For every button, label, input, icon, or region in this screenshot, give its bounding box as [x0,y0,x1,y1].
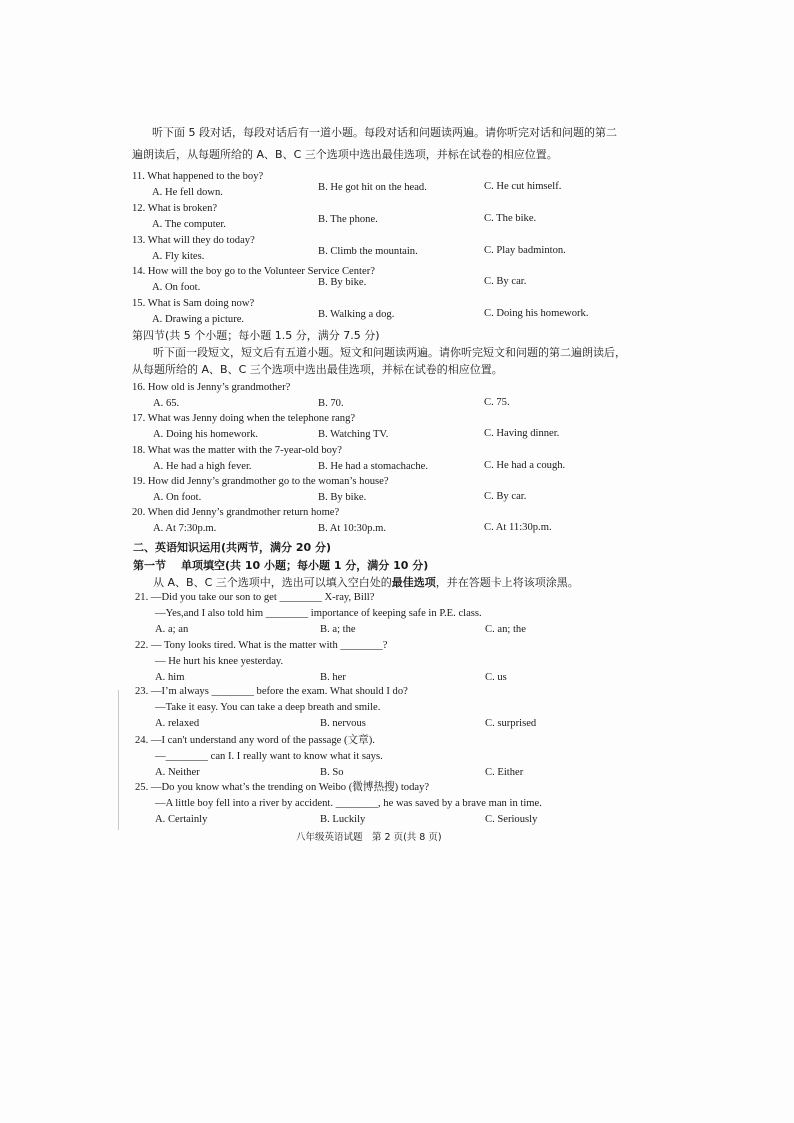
option-b: B. At 10:30p.m. [318,523,386,534]
option-c: C. Play badminton. [484,245,566,256]
option-c: C. 75. [484,397,510,408]
question-text: 12. What is broken? [132,203,218,214]
part1-instruction-line1: 听下面 5 段对话，每段对话后有一道小题。每段对话和问题读两遍。请你听完对话和问题的第二 [152,126,617,139]
section4-heading: 第四节(共 5 个小题；每小题 1.5 分，满分 7.5 分) [132,329,380,342]
part2-section1-title: 单项填空(共 10 小题；每小题 1 分，满分 10 分) [181,559,429,572]
question-text: 21. —Did you take our son to get ________ X-ray, Bill? [135,592,375,603]
part2-instruction [153,576,579,589]
question-text: 17. What was Jenny doing when the telephone rang? [132,413,356,424]
page-footer: 八年级英语试题 第 2 页(共 8 页) [296,832,442,843]
question-text: 24. —I can't understand any word of the passage (文章). [135,735,375,746]
option-a: A. Drawing a picture. [152,314,245,325]
option-c: C. By car. [484,491,527,502]
question-text-line2: —Take it easy. You can take a deep breath and smile. [155,702,381,713]
option-a: A. Certainly [155,814,208,825]
option-c: C. us [485,672,507,683]
question-text: 19. How did Jenny’s grandmother go to the woman’s house? [132,476,389,487]
option-c: C. By car. [484,276,527,287]
option-c: C. He had a cough. [484,460,566,471]
question-text-line2: —A little boy fell into a river by accident. ________, he was saved by a brave man in time. [155,798,542,809]
question-text: 14. How will the boy go to the Volunteer Service Center? [132,266,375,277]
option-b: B. The phone. [318,214,378,225]
option-b: B. 70. [318,398,344,409]
instruction-pre: 从 A、B、C 三个选项中，选出可以填入空白处的 [153,576,392,589]
option-b: B. Climb the mountain. [318,246,418,257]
part2-section1-label: 第一节 [133,559,166,572]
option-c: C. The bike. [484,213,537,224]
question-text: 16. How old is Jenny’s grandmother? [132,382,291,393]
option-b: B. Walking a dog. [318,309,395,320]
option-b: B. He had a stomachache. [318,461,429,472]
option-b: B. a; the [320,624,356,635]
question-text: 20. When did Jenny’s grandmother return home? [132,507,340,518]
instruction-post: ，并在答题卡上将该项涂黑。 [435,576,579,589]
option-c: C. Seriously [485,814,538,825]
question-text: 23. —I’m always ________ before the exam. What should I do? [135,686,408,697]
option-a: A. At 7:30p.m. [153,523,217,534]
section4-instruction-line1: 听下面一段短文，短文后有五道小题。短文和问题读两遍。请你听完短文和问题的第二遍朗读后， [153,346,626,359]
scan-artifact-line [118,690,119,830]
option-a: A. him [155,672,185,683]
option-a: A. Neither [155,767,200,778]
option-b: B. So [320,767,344,778]
option-a: A. On foot. [152,282,201,293]
option-a: A. Fly kites. [152,251,205,262]
option-c: C. surprised [485,718,537,729]
question-text: 11. What happened to the boy? [132,171,264,182]
section4-instruction-line2: 从每题所给的 A、B、C 三个选项中选出最佳选项，并标在试卷的相应位置。 [132,363,503,376]
question-text: 13. What will they do today? [132,235,255,246]
option-b: B. He got hit on the head. [318,182,427,193]
question-text-line2: — He hurt his knee yesterday. [155,656,284,667]
option-c: C. Having dinner. [484,428,560,439]
option-a: A. He had a high fever. [153,461,252,472]
instruction-bold: 最佳选项 [391,576,436,589]
question-text: 15. What is Sam doing now? [132,298,255,309]
option-a: A. a; an [155,624,189,635]
option-a: A. The computer. [152,219,226,230]
option-a: A. Doing his homework. [153,429,259,440]
option-b: B. her [320,672,346,683]
option-a: A. relaxed [155,718,200,729]
option-b: B. By bike. [318,277,367,288]
option-c: C. He cut himself. [484,181,562,192]
option-c: C. At 11:30p.m. [484,522,552,533]
part1-instruction-line2: 遍朗读后，从每题所给的 A、B、C 三个选项中选出最佳选项，并标在试卷的相应位置。 [132,148,558,161]
question-text-line2: —________ can I. I really want to know what it says. [155,751,383,762]
option-b: B. nervous [320,718,366,729]
option-c: C. Either [485,767,524,778]
option-c: C. an; the [485,624,526,635]
question-text: 18. What was the matter with the 7-year-old boy? [132,445,342,456]
question-text: 22. — Tony looks tired. What is the matter with ________? [135,640,388,651]
question-text-line2: —Yes,and I also told him ________ importance of keeping safe in P.E. class. [155,608,482,619]
option-b: B. Watching TV. [318,429,389,440]
question-text: 25. —Do you know what’s the trending on Weibo (微博热搜) today? [135,782,430,793]
option-a: A. On foot. [153,492,202,503]
part2-heading: 二、英语知识运用(共两节，满分 20 分) [133,541,332,554]
option-a: A. He fell down. [152,187,223,198]
option-c: C. Doing his homework. [484,308,589,319]
option-a: A. 65. [153,398,180,409]
option-b: B. By bike. [318,492,367,503]
option-b: B. Luckily [320,814,366,825]
